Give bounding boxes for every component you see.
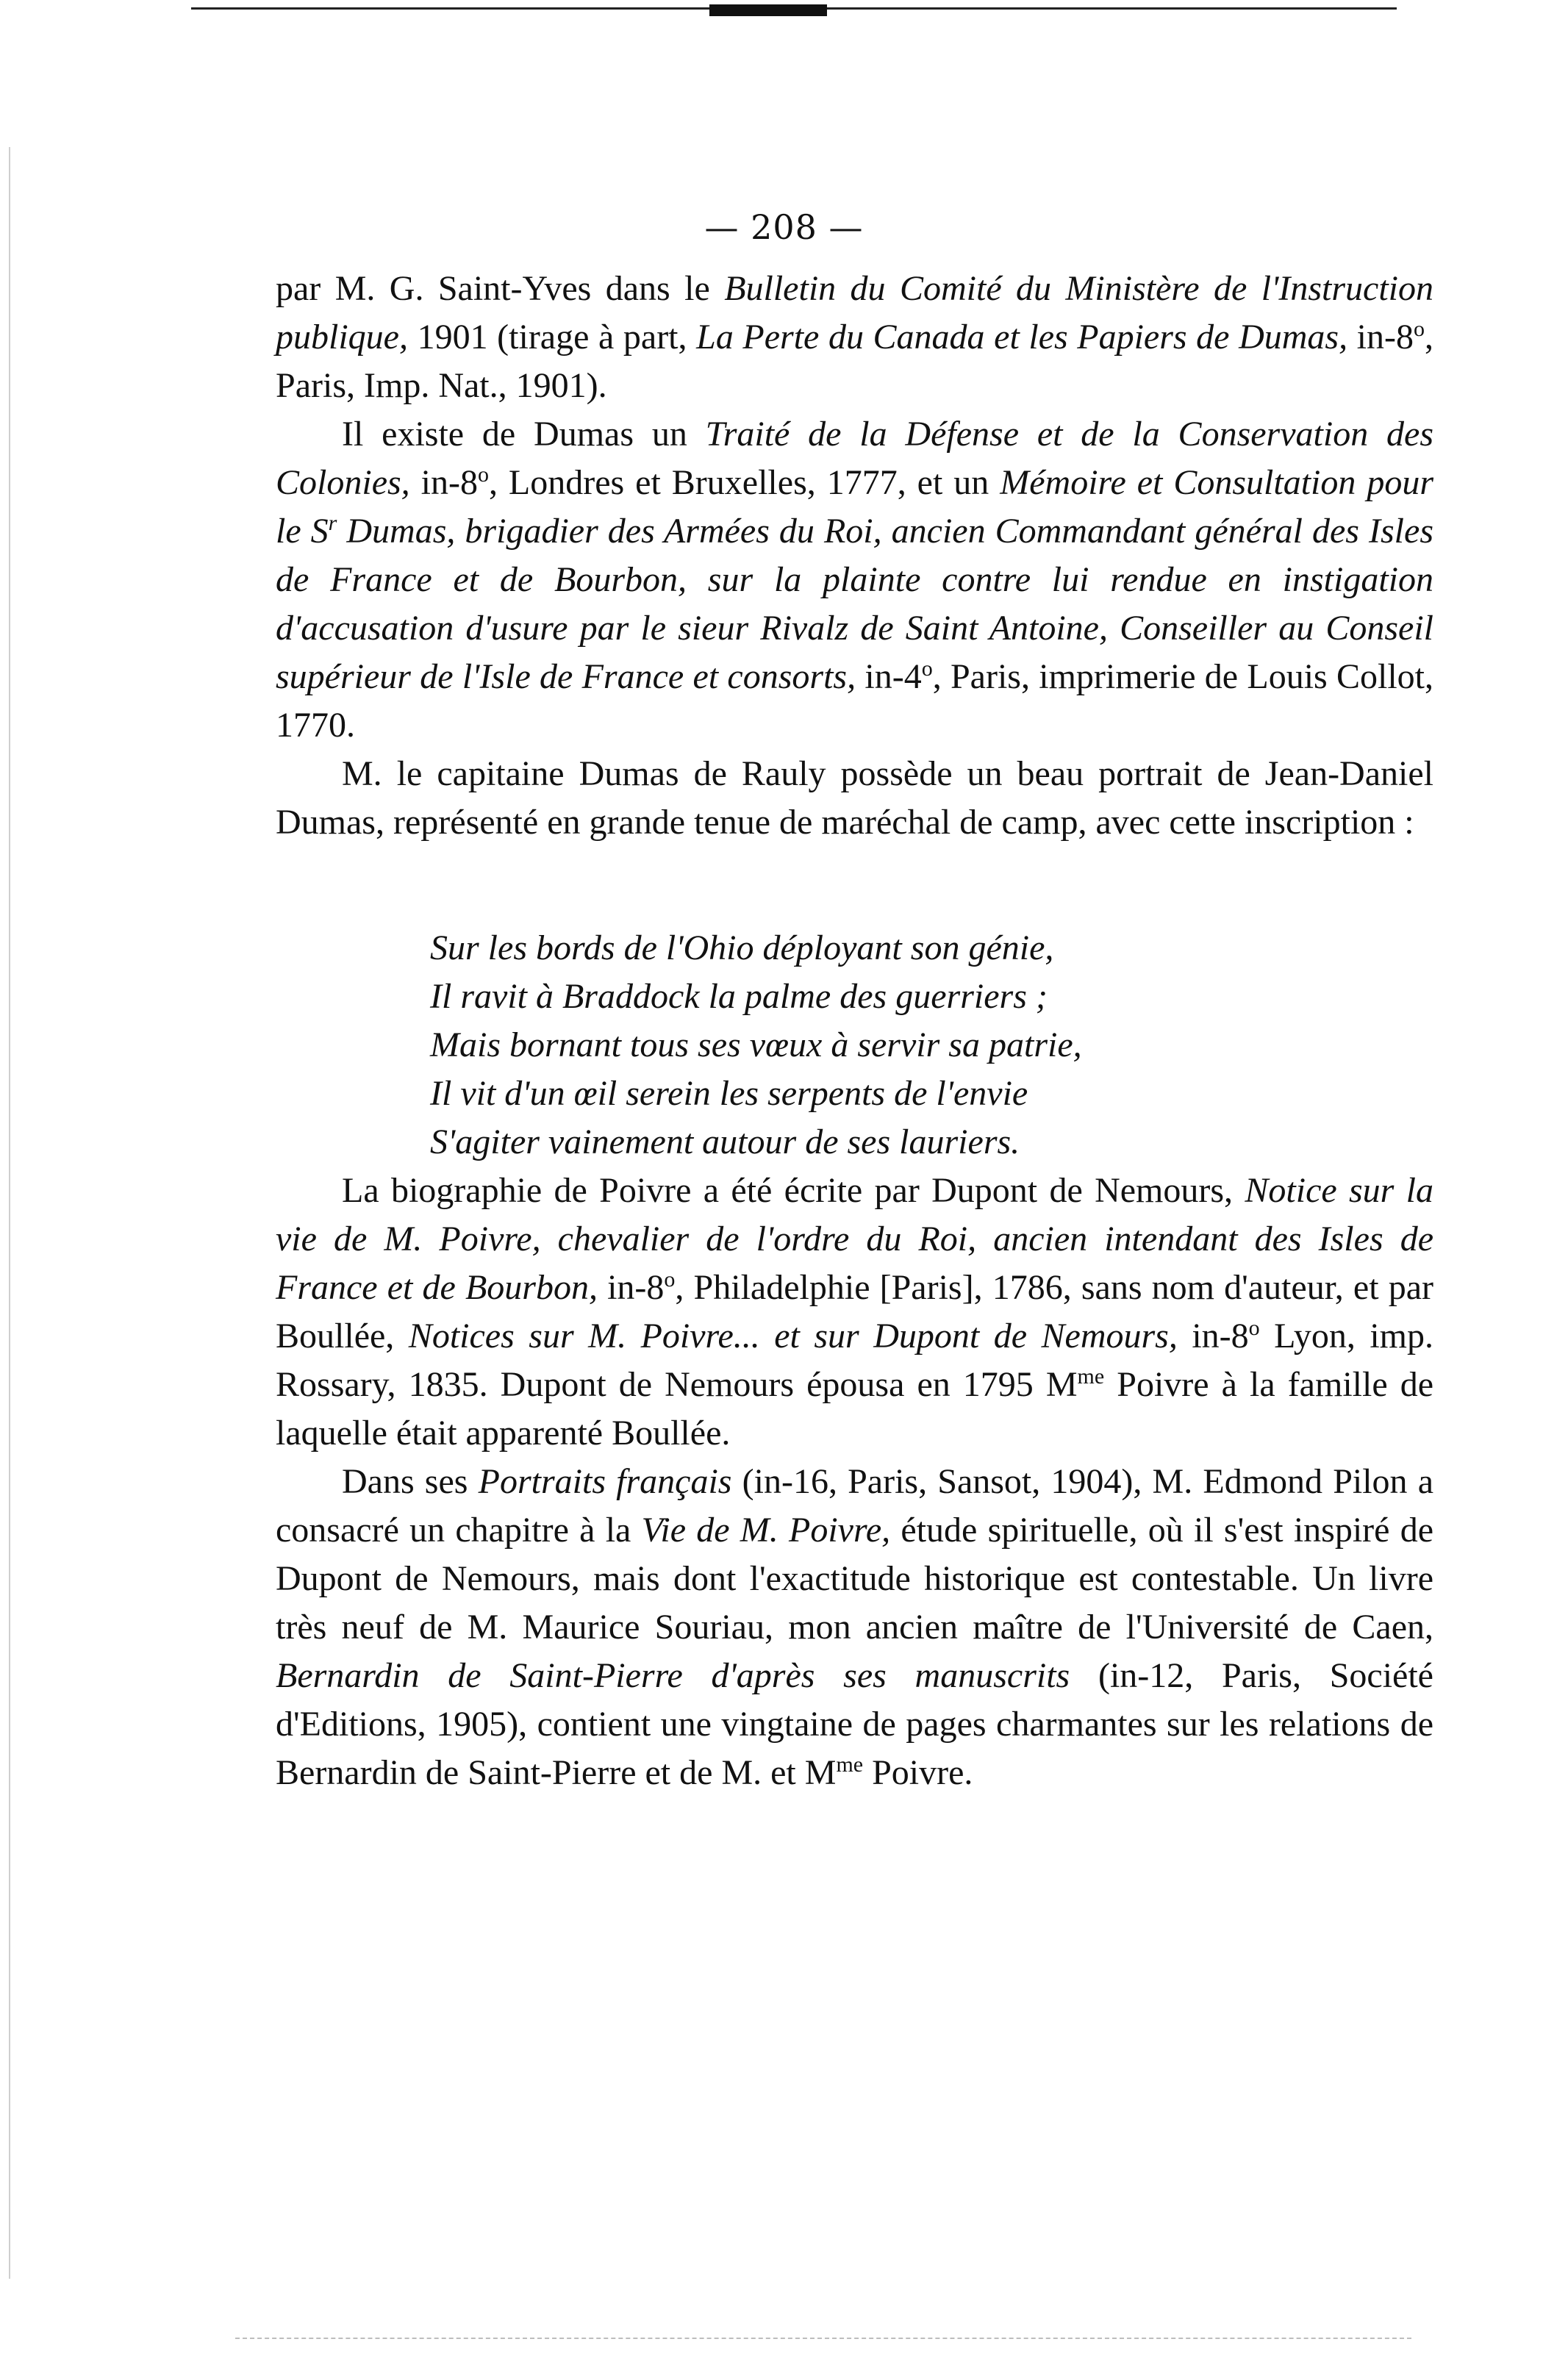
body-text [276, 265, 1433, 1797]
left-edge-rule [9, 147, 10, 2279]
poem-line: Sur les bords de l'Ohio déployant son génie, [430, 928, 1054, 967]
paragraph-4: La biographie de Poivre a été écrite par Dupont de Nemours, Notice sur la vie de M. Poivre, chevalier de l'ordre du Roi, ancien intendant des Isles de France et de Bourbon, in-8$^o$, Philadelphie [Paris], 1786, sans nom d'auteur, et par Boullée, Notices sur M. Poivre... et sur Dupont de Nemours, in-8$^o$ Lyon, imp. Rossary, 1835. Dupont de Nemours épousa en 1795 $M^{me}$ Poivre à la famille de laquelle était apparenté Boullée. [276, 1171, 1433, 1453]
poem-line: Mais bornant tous ses vœux à servir sa patrie, [430, 1025, 1082, 1064]
paragraph-1: par M. G. Saint-Yves dans le Bulletin du Comité du Ministère de l'Instruction publique, 1901 (tirage à part, La Perte du Canada et les Papiers de Dumas, in-8$^o$, Paris, Imp. Nat., 1901). [276, 269, 1434, 405]
page-number: — 208 — [704, 207, 864, 247]
poem-inscription [430, 924, 1433, 1167]
poem-line: Il vit d'un œil serein les serpents de l'envie [430, 1074, 1028, 1113]
paragraph-2: Il existe de Dumas un Traité de la Défense et de la Conservation des Colonies, in-8$^o$, Londres et Bruxelles, 1777, et un Mémoire et Consultation pour le $S^r$ Dumas, brigadier des Armées du Roi, ancien Commandant général des Isles de France et de Bourbon, sur la plainte contre lui rendue en instigation d'accusation d'usure par le sieur Rivalz de Saint Antoine, Conseiller au Conseil supérieur de l'Isle de France et consorts, in-4$^o$, Paris, imprimerie de Louis Collot, 1770. [276, 415, 1434, 745]
poem-line: S'agiter vainement autour de ses lauriers. [430, 1122, 1020, 1161]
paragraph-3: M. le capitaine Dumas de Rauly possède un beau portrait de Jean-Daniel Dumas, représenté en grande tenue de maréchal de camp, avec cette inscription : [276, 754, 1433, 842]
poem-line: Il ravit à Braddock la palme des guerriers ; [430, 977, 1048, 1016]
bottom-edge-rule [235, 2338, 1411, 2339]
paragraph-5: Dans ses Portraits français (in-16, Paris, Sansot, 1904), M. Edmond Pilon a consacré un chapitre à la Vie de M. Poivre, étude spirituelle, où il s'est inspiré de Dupont de Nemours, mais dont l'exactitude historique est contestable. Un livre très neuf de M. Maurice Souriau, mon ancien maître de l'Université de Caen, Bernardin de Saint-Pierre d'après ses manuscrits (in-12, Paris, Société d'Editions, 1905), contient une vingtaine de pages charmantes sur les relations de Bernardin de Saint-Pierre et de M. et $M^{me}$ Poivre. [276, 1462, 1434, 1792]
top-edge-mark [709, 4, 827, 16]
